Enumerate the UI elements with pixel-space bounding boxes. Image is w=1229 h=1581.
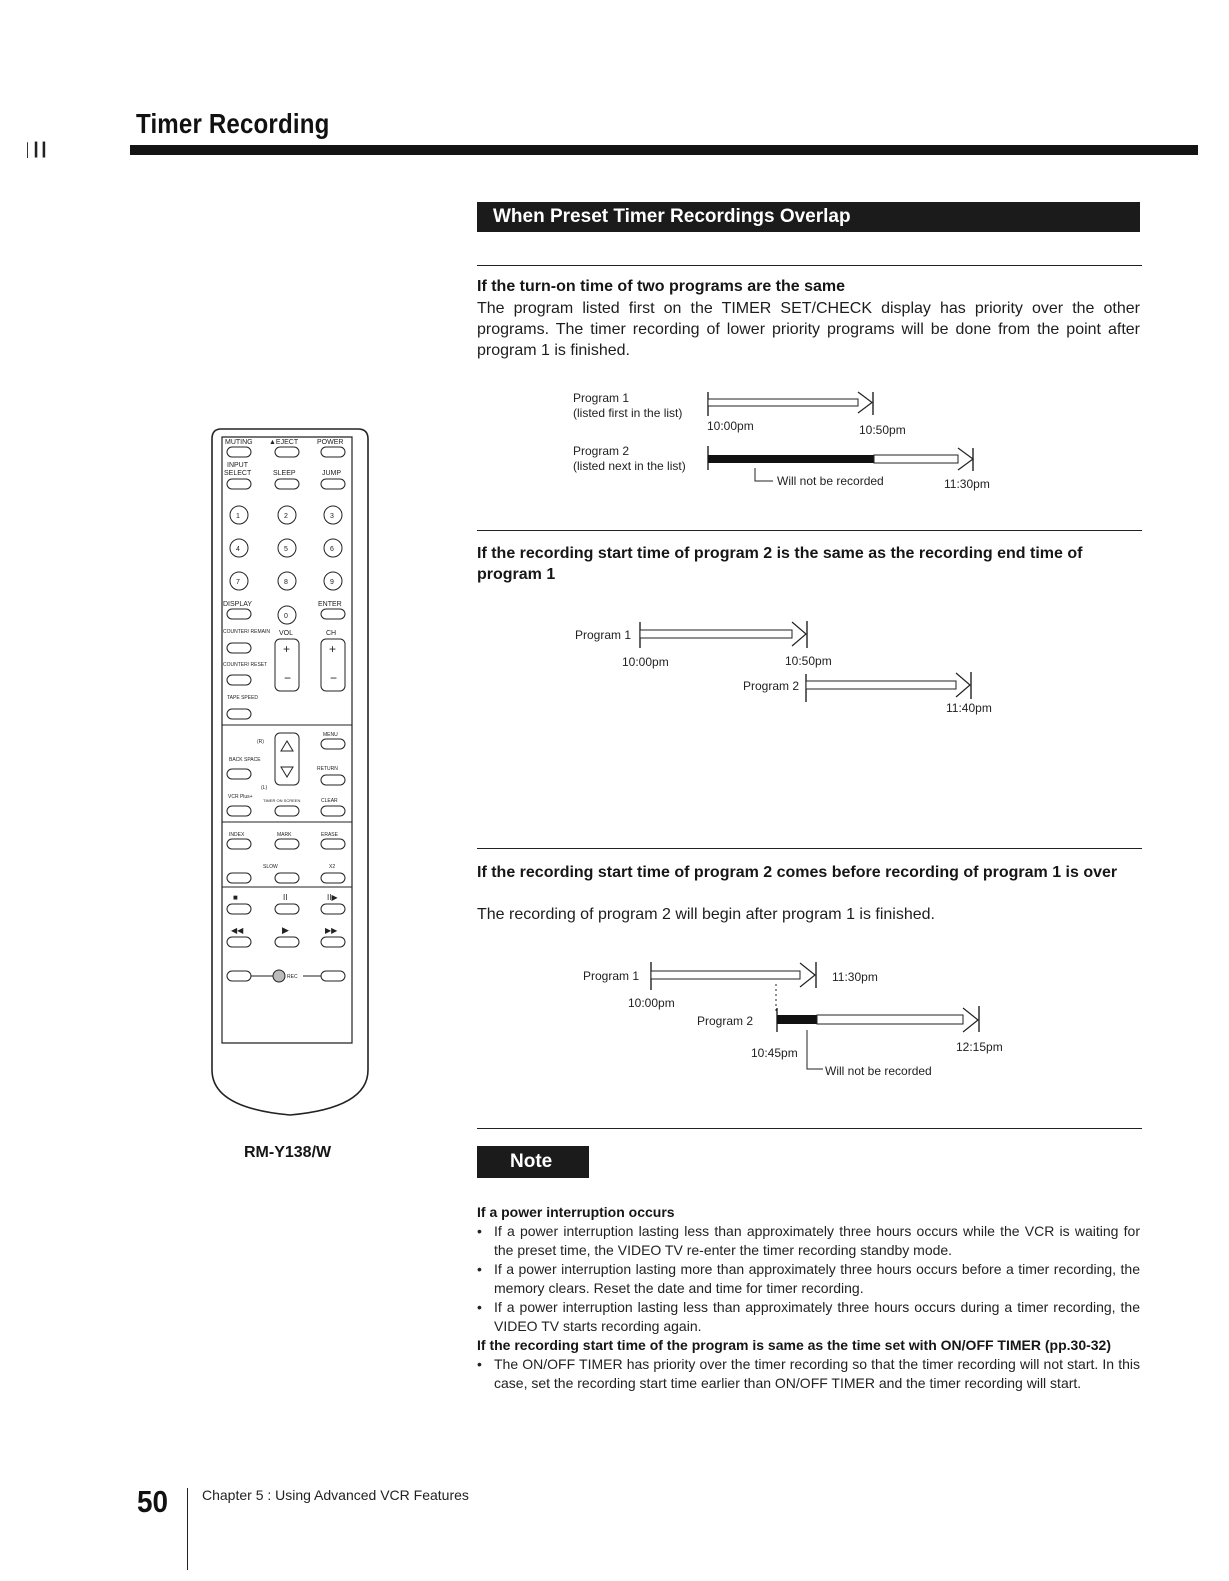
note-badge: Note — [477, 1146, 589, 1178]
remote-label: ERASE — [321, 832, 338, 838]
remote-label: MUTING — [225, 439, 253, 446]
remote-digit: 7 — [236, 579, 240, 586]
remote-label: SLEEP — [273, 470, 296, 477]
d3-program1-end: 11:30pm — [832, 970, 878, 984]
remote-label: MENU — [323, 732, 338, 738]
page-number: 50 — [137, 1484, 169, 1519]
remote-label: SLOW — [263, 864, 278, 870]
d1-program1-bar — [708, 399, 858, 406]
remote-label: ▲EJECT — [269, 439, 299, 446]
bullet: • — [477, 1356, 482, 1372]
margin-mark: │┃┃ — [24, 142, 48, 157]
remote-label: VCR Plus+ — [228, 794, 253, 800]
note-item — [477, 1260, 1140, 1298]
remote-shape: ▶ — [282, 925, 289, 935]
note-item — [477, 1298, 1140, 1336]
d3-not-recorded: Will not be recorded — [825, 1064, 932, 1078]
d2-program1-end: 10:50pm — [785, 654, 832, 668]
d3-program2-blocked — [777, 1015, 817, 1024]
remote-label: (R) — [257, 739, 264, 745]
remote-digit: 4 — [236, 546, 240, 553]
d2-program2-end: 11:40pm — [946, 701, 992, 715]
page-title: Timer Recording — [136, 108, 330, 139]
section-divider — [477, 265, 1142, 266]
remote-shape: ▶▶ — [325, 926, 338, 935]
d1-program1-label: Program 1 — [573, 391, 630, 405]
d1-program1-end: 10:50pm — [859, 423, 906, 437]
d2-program1-arrow — [792, 622, 806, 646]
remote-digit: 6 — [330, 546, 334, 553]
remote-shape: − — [330, 671, 338, 685]
bullet: • — [477, 1261, 482, 1277]
d1-program2-bar — [874, 455, 958, 463]
remote-label: ENTER — [318, 601, 342, 608]
d3-program1-start: 10:00pm — [628, 996, 675, 1010]
remote-label: JUMP — [322, 470, 342, 477]
d3-not-recorded-leader — [807, 1030, 823, 1069]
timeline-diagram-3 — [560, 950, 1020, 1085]
section-banner: When Preset Timer Recordings Overlap — [477, 202, 1140, 232]
bullet: • — [477, 1299, 482, 1315]
d3-program1-arrow — [800, 963, 815, 987]
note-item-text: If a power interruption lasting less than approximately three hours occurs during a timer recording, the VIDEO TV starts recording again. — [494, 1299, 1140, 1334]
d1-program2-label: Program 2 — [573, 444, 630, 458]
section-2-heading: If the recording start time of program 2 is the same as the recording end time of program 1 — [477, 545, 1083, 583]
remote-shape: − — [284, 671, 292, 685]
remote-digit: 1 — [236, 513, 240, 520]
remote-digit: 5 — [284, 546, 288, 553]
d3-program2-arrow — [963, 1008, 978, 1032]
remote-label: INPUT — [227, 462, 248, 469]
remote-shape: + — [329, 642, 337, 656]
section-3-body: The recording of program 2 will begin after program 1 is finished. — [477, 906, 935, 923]
remote-label: (L) — [261, 785, 268, 791]
d1-program2-blocked — [708, 455, 874, 463]
d3-program2-end: 12:15pm — [956, 1040, 1003, 1054]
section-divider — [477, 848, 1142, 849]
note-content — [477, 1203, 1140, 1393]
remote-label: REC — [287, 974, 298, 980]
d2-program2-arrow — [956, 673, 970, 697]
title-rule — [130, 145, 1198, 155]
note-item-text: If a power interruption lasting less than approximately three hours occurs while the VCR is waiting for the preset time, the VIDEO TV re-enter the timer recording standby mode. — [494, 1223, 1140, 1258]
remote-label: COUNTER/ REMAIN — [223, 629, 270, 635]
remote-shape — [273, 970, 285, 982]
d2-program2-bar — [806, 681, 956, 689]
d2-program1-label: Program 1 — [575, 628, 632, 642]
remote-digit: 9 — [330, 579, 334, 586]
d1-not-recorded: Will not be recorded — [777, 474, 884, 488]
d1-program2-sub: (listed next in the list) — [573, 459, 686, 473]
note-item — [477, 1355, 1140, 1393]
d1-program2-arrow — [958, 448, 973, 470]
remote-label: RETURN — [317, 766, 338, 772]
remote-shape: ■ — [233, 893, 238, 902]
note-heading-1: If a power interruption occurs — [477, 1204, 675, 1220]
remote-label: POWER — [317, 439, 344, 446]
note-item-text: If a power interruption lasting more than approximately three hours occurs before a timer recording, the memory clears. Reset the date and time for timer recording. — [494, 1261, 1140, 1296]
footer-divider — [187, 1488, 188, 1570]
remote-digit: 3 — [330, 513, 334, 520]
remote-label: DISPLAY — [223, 601, 253, 608]
d1-program1-arrow — [858, 392, 872, 413]
remote-label: BACK SPACE — [229, 757, 261, 763]
d1-program1-sub: (listed first in the list) — [573, 406, 683, 420]
remote-shape: II▶ — [327, 893, 338, 902]
note-heading-2: If the recording start time of the program is same as the time set with ON/OFF TIMER (pp.30-32) — [477, 1337, 1111, 1353]
remote-label: CLEAR — [321, 798, 338, 804]
section-3-heading: If the recording start time of program 2 comes before recording of program 1 is over — [477, 864, 1118, 881]
d3-program1-bar — [651, 971, 800, 979]
section-1-body: The program listed first on the TIMER SET/CHECK display has priority over the other programs. The timer recording of lower priority programs will be done from the point after program 1 is finished. — [477, 300, 1140, 359]
d1-program1-start: 10:00pm — [707, 419, 754, 433]
d2-program2-label: Program 2 — [743, 679, 800, 693]
remote-digit: 0 — [284, 613, 288, 620]
d3-program2-label: Program 2 — [697, 1014, 754, 1028]
remote-control-illustration — [205, 425, 375, 1125]
remote-label: SELECT — [224, 470, 252, 477]
d1-not-recorded-leader — [755, 468, 773, 481]
remote-shape: II — [283, 893, 288, 902]
d2-program1-bar — [640, 630, 792, 638]
timeline-diagram-1 — [560, 380, 1020, 500]
remote-digit: 2 — [284, 513, 288, 520]
d3-program2-bar — [817, 1015, 963, 1024]
remote-model-caption: RM-Y138/W — [244, 1144, 332, 1161]
note-item — [477, 1222, 1140, 1260]
d3-program2-start: 10:45pm — [751, 1046, 798, 1060]
bullet: • — [477, 1223, 482, 1239]
remote-digit: 8 — [284, 579, 288, 586]
note-item-text: The ON/OFF TIMER has priority over the timer recording so that the timer recording will not start. In this case, set the recording start time earlier than ON/OFF TIMER and the timer recording will start. — [494, 1356, 1140, 1391]
remote-shape: + — [283, 642, 291, 656]
remote-label: COUNTER/ RESET — [223, 662, 268, 668]
remote-shape: ◀◀ — [231, 926, 244, 935]
d2-program1-start: 10:00pm — [622, 655, 669, 669]
d1-program2-end: 11:30pm — [944, 477, 990, 491]
remote-label: INDEX — [229, 832, 245, 838]
chapter-footer: Chapter 5 : Using Advanced VCR Features — [202, 1487, 469, 1503]
remote-label: TAPE SPEED — [227, 695, 259, 701]
d3-program1-label: Program 1 — [583, 969, 640, 983]
section-divider — [477, 1128, 1142, 1129]
remote-label: X2 — [329, 864, 336, 870]
timeline-diagram-2 — [560, 610, 1020, 720]
remote-label: TIMER ON SCREEN — [263, 798, 301, 803]
remote-label: CH — [326, 630, 337, 637]
section-divider — [477, 530, 1142, 531]
section-1-heading: If the turn-on time of two programs are the same — [477, 278, 846, 295]
remote-label: VOL — [279, 630, 294, 637]
remote-label: MARK — [277, 832, 292, 838]
